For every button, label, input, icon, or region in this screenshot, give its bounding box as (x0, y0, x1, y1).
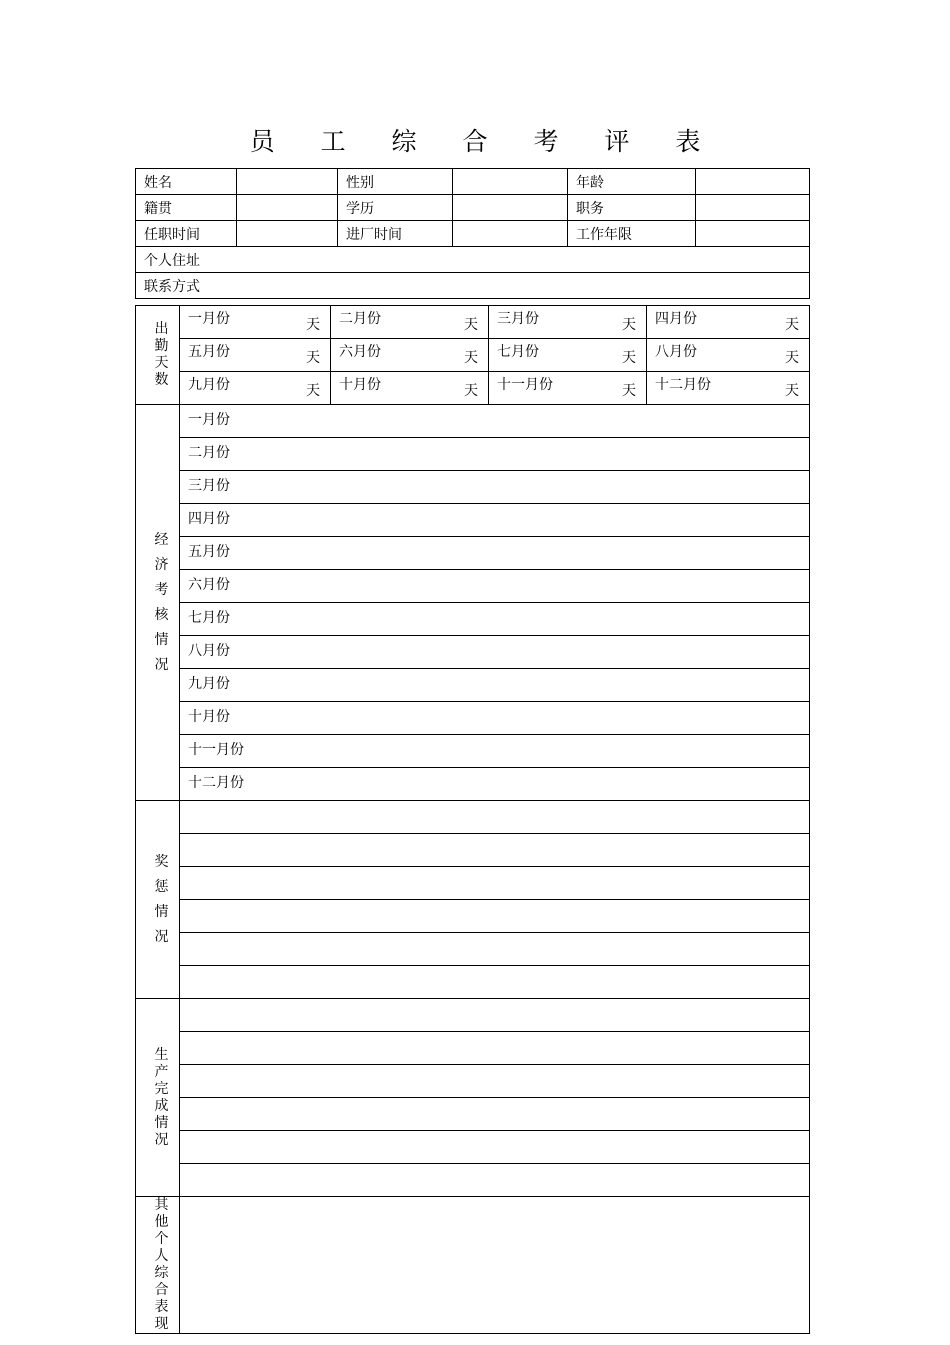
rewards-label: 奖 惩 情 况 (136, 801, 180, 999)
working-years-field[interactable] (696, 221, 810, 247)
production-line[interactable] (180, 1065, 810, 1098)
attendance-cell[interactable]: 十一月份 天 (489, 372, 647, 405)
rewards-line[interactable] (180, 900, 810, 933)
attendance-cell[interactable]: 四月份 天 (647, 306, 810, 339)
age-label: 年龄 (568, 169, 696, 195)
name-label: 姓名 (136, 169, 237, 195)
production-line[interactable] (180, 999, 810, 1032)
economic-row (136, 702, 810, 735)
economic-cell[interactable]: 四月份 (180, 504, 810, 537)
economic-row (136, 438, 810, 471)
attendance-cell[interactable]: 八月份 天 (647, 339, 810, 372)
attendance-cell[interactable]: 三月份 天 (489, 306, 647, 339)
production-row (136, 999, 810, 1032)
rewards-line[interactable] (180, 801, 810, 834)
info-row (136, 169, 810, 195)
rewards-row (136, 966, 810, 999)
join-date-label: 进厂时间 (338, 221, 453, 247)
info-row (136, 273, 810, 299)
native-place-field[interactable] (237, 195, 338, 221)
appointment-date-field[interactable] (237, 221, 338, 247)
production-line[interactable] (180, 1032, 810, 1065)
economic-cell[interactable]: 十一月份 (180, 735, 810, 768)
gender-field[interactable] (453, 169, 568, 195)
attendance-cell[interactable]: 九月份 天 (180, 372, 331, 405)
rewards-line[interactable] (180, 867, 810, 900)
attendance-row (136, 339, 810, 372)
attendance-cell[interactable]: 十二月份 天 (647, 372, 810, 405)
economic-cell[interactable]: 七月份 (180, 603, 810, 636)
personal-info-table (135, 168, 810, 299)
address-field[interactable] (136, 247, 810, 273)
position-field[interactable] (696, 195, 810, 221)
economic-row (136, 405, 810, 438)
production-row (136, 1131, 810, 1164)
rewards-row (136, 867, 810, 900)
economic-row (136, 471, 810, 504)
economic-row (136, 768, 810, 801)
evaluation-table (135, 305, 810, 1334)
production-row (136, 1164, 810, 1197)
attendance-cell[interactable]: 二月份 天 (331, 306, 489, 339)
production-line[interactable] (180, 1098, 810, 1131)
gender-label: 性别 (338, 169, 453, 195)
economic-row (136, 603, 810, 636)
attendance-cell[interactable]: 五月份 天 (180, 339, 331, 372)
rewards-line[interactable] (180, 966, 810, 999)
address-label: 个人住址 (144, 252, 200, 269)
economic-cell[interactable]: 五月份 (180, 537, 810, 570)
rewards-row (136, 834, 810, 867)
contact-field[interactable] (136, 273, 810, 299)
production-row (136, 1098, 810, 1131)
attendance-cell[interactable]: 一月份 天 (180, 306, 331, 339)
rewards-line[interactable] (180, 933, 810, 966)
rewards-row (136, 933, 810, 966)
info-row (136, 221, 810, 247)
native-place-label: 籍贯 (136, 195, 237, 221)
attendance-cell[interactable]: 六月份 天 (331, 339, 489, 372)
appointment-date-label: 任职时间 (136, 221, 237, 247)
info-row (136, 195, 810, 221)
economic-row (136, 669, 810, 702)
rewards-row (136, 900, 810, 933)
rewards-row (136, 801, 810, 834)
attendance-cell[interactable]: 七月份 天 (489, 339, 647, 372)
production-row (136, 1065, 810, 1098)
rewards-line[interactable] (180, 834, 810, 867)
join-date-field[interactable] (453, 221, 568, 247)
economic-row (136, 570, 810, 603)
economic-label: 经 济 考 核 情 况 (136, 405, 180, 801)
economic-cell[interactable]: 六月份 (180, 570, 810, 603)
age-field[interactable] (696, 169, 810, 195)
economic-row (136, 636, 810, 669)
economic-cell[interactable]: 三月份 (180, 471, 810, 504)
economic-cell[interactable]: 九月份 (180, 669, 810, 702)
attendance-label: 出 勤 天 数 (136, 306, 180, 405)
position-label: 职务 (568, 195, 696, 221)
other-label: 其 他 个 人 综 合 表 现 (136, 1197, 180, 1334)
economic-cell[interactable]: 二月份 (180, 438, 810, 471)
economic-row (136, 504, 810, 537)
info-row (136, 247, 810, 273)
name-field[interactable] (237, 169, 338, 195)
production-line[interactable] (180, 1131, 810, 1164)
economic-row (136, 537, 810, 570)
economic-cell[interactable]: 十月份 (180, 702, 810, 735)
education-label: 学历 (338, 195, 453, 221)
economic-cell[interactable]: 十二月份 (180, 768, 810, 801)
attendance-row (136, 306, 810, 339)
education-field[interactable] (453, 195, 568, 221)
economic-cell[interactable]: 一月份 (180, 405, 810, 438)
economic-cell[interactable]: 八月份 (180, 636, 810, 669)
attendance-cell[interactable]: 十月份 天 (331, 372, 489, 405)
form-title: 员 工 综 合 考 评 表 (249, 127, 720, 156)
contact-label: 联系方式 (144, 278, 200, 295)
production-row (136, 1032, 810, 1065)
production-label: 生 产 完 成 情 况 (136, 999, 180, 1197)
attendance-row (136, 372, 810, 405)
production-line[interactable] (180, 1164, 810, 1197)
working-years-label: 工作年限 (568, 221, 696, 247)
other-row (136, 1197, 810, 1334)
other-field[interactable] (180, 1197, 810, 1334)
economic-row (136, 735, 810, 768)
